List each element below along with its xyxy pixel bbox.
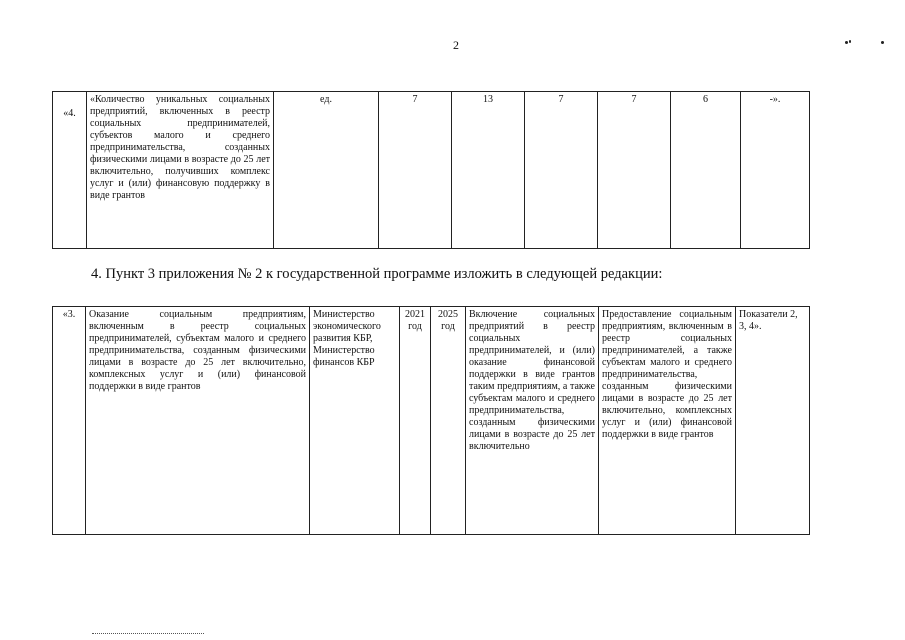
value-cell: 7 [598, 92, 671, 249]
value-cell: -». [741, 92, 810, 249]
measure-name: Оказание социальным предприятиям, включенным в реестр социальных предпринимателей, субъектам малого и среднего предпринимательства, созданным физическими лицами в возрасте до 25 лет включительно, комплексных услуг и (или) финансовой поддержки в виде грантов [86, 307, 310, 535]
start-year-cell: 2021 год [400, 307, 431, 535]
measures-table [52, 306, 810, 535]
value-cell: 7 [525, 92, 598, 249]
expected-result-cell: Включение социальных предприятий в реестр социальных предпринимателей, и (или) оказание финансовой поддержки в виде грантов таким предприятиям, а также субъектам малого и среднего предпринимательства, созданным физическими лицами в возрасте до 25 лет включительно [466, 307, 599, 535]
value-cell: 13 [452, 92, 525, 249]
table-row [53, 92, 810, 249]
value-cell: 6 [671, 92, 741, 249]
indicator-name: «Количество уникальных социальных предприятий, включенных в реестр социальных предпринимателей, субъектов малого и среднего предпринимательства, созданных физическими лицами в возрасте до 25 лет включительно, получивших комплекс услуг и (или) финансовую поддержку в виде грантов [87, 92, 274, 249]
executor-cell: Министерство экономического развития КБР, Министерство финансов КБР [310, 307, 400, 535]
scan-speck [845, 41, 848, 44]
page-number: 2 [453, 38, 459, 52]
table-row [53, 307, 810, 535]
indicator-link-cell: Показатели 2, 3, 4». [736, 307, 810, 535]
row-number: «3. [53, 307, 86, 535]
section-heading: 4. Пункт 3 приложения № 2 к государственной программе изложить в следующей редакции: [91, 266, 663, 282]
unit-cell: ед. [274, 92, 379, 249]
scan-speck [849, 40, 851, 43]
scan-artifact [92, 633, 204, 637]
end-year-cell: 2025 год [431, 307, 466, 535]
row-number: «4. [53, 92, 87, 249]
scan-speck [881, 41, 884, 44]
effect-cell: Предоставление социальным предприятиям, включенным в реестр социальных предпринимателей, а также субъектам малого и среднего предпринимательства, созданным физическими лицами в возрасте до 25 лет включительно, комплексных услуг и (или) финансовой поддержки в виде грантов [599, 307, 736, 535]
value-cell: 7 [379, 92, 452, 249]
indicator-table [52, 91, 810, 249]
